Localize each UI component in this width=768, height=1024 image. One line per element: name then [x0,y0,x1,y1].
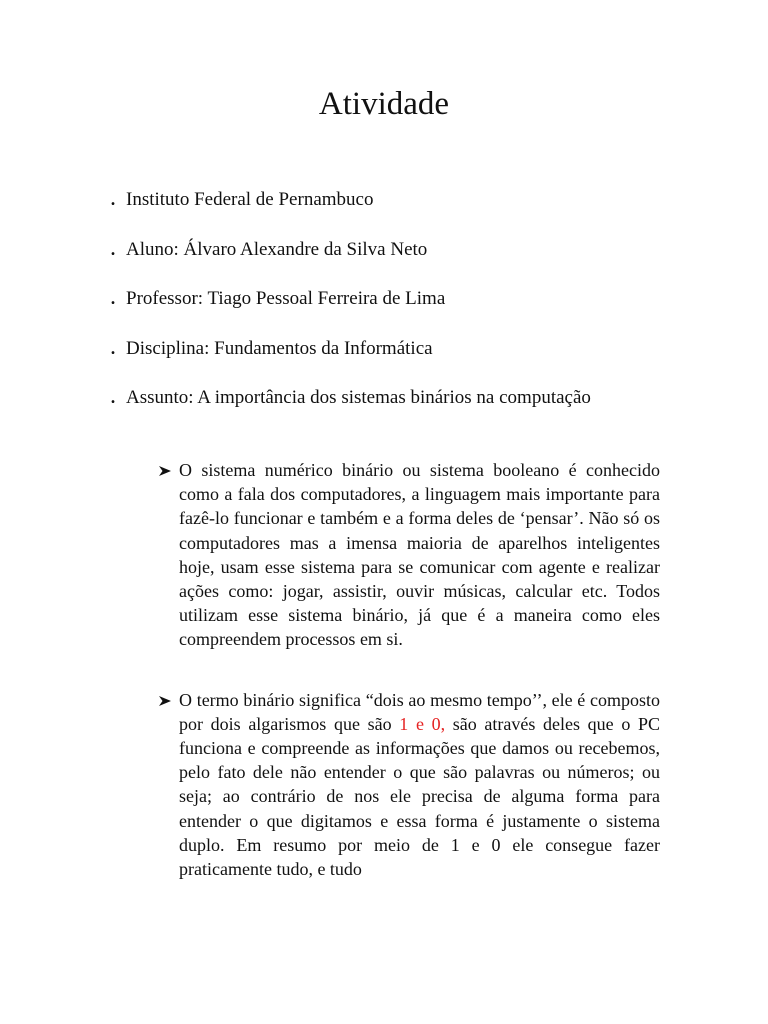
highlight-digits: 1 e 0, [399,713,446,734]
document-title: Atividade [318,86,450,122]
bullet-dot-icon: . [110,383,116,409]
arrow-bullet-icon [158,695,172,707]
bullet-dot-icon: . [110,284,116,310]
paragraph-binary-system [158,458,660,652]
info-text: Aluno: Álvaro Alexandre da Silva Neto [126,238,428,260]
bullet-dot-icon: . [110,234,116,261]
body-paragraph-list [158,458,660,917]
info-text: Assunto: A importância dos sistemas binários na computação [126,387,591,408]
bullet-dot-icon: . [110,333,116,360]
info-text: Instituto Federal de Pernambuco [126,189,374,210]
bullet-dot-icon: . [110,185,116,211]
paragraph-text-before: O termo binário significa “dois ao mesmo tempo’’, ele é composto por dois algarismos que são [179,689,660,734]
arrow-bullet-icon [158,465,172,477]
info-text: Disciplina: Fundamentos da Informática [126,337,433,359]
paragraph-text-after: são através deles que o PC funciona e compreende as informações que damos ou recebemos, pelo fato dele não entender o que são palavras ou números; ou seja; ao contrário de nos ele precisa de alguma forma para entender o que digitamos e essa forma é justamente o sistema duplo. Em resumo por meio de 1 e 0 ele consegue fazer praticamente tudo, e tudo [179,713,661,880]
paragraph-text: O sistema numérico binário ou sistema booleano é conhecido como a fala dos computadores, a linguagem mais importante para fazê-lo funcionar e também e a forma deles de ‘pensar’. Não só os computadores mas a imensa maioria de aparelhos inteligentes hoje, usam esse sistema para se comunicar com agente e realizar ações como: jogar, assistir, ouvir músicas, calcular etc. Todos utilizam esse sistema binário, já que é a maneira como eles compreendem processos em si. [179,460,660,650]
paragraph-binary-term [158,688,660,882]
info-text: Professor: Tiago Pessoal Ferreira de Lima [126,288,446,309]
